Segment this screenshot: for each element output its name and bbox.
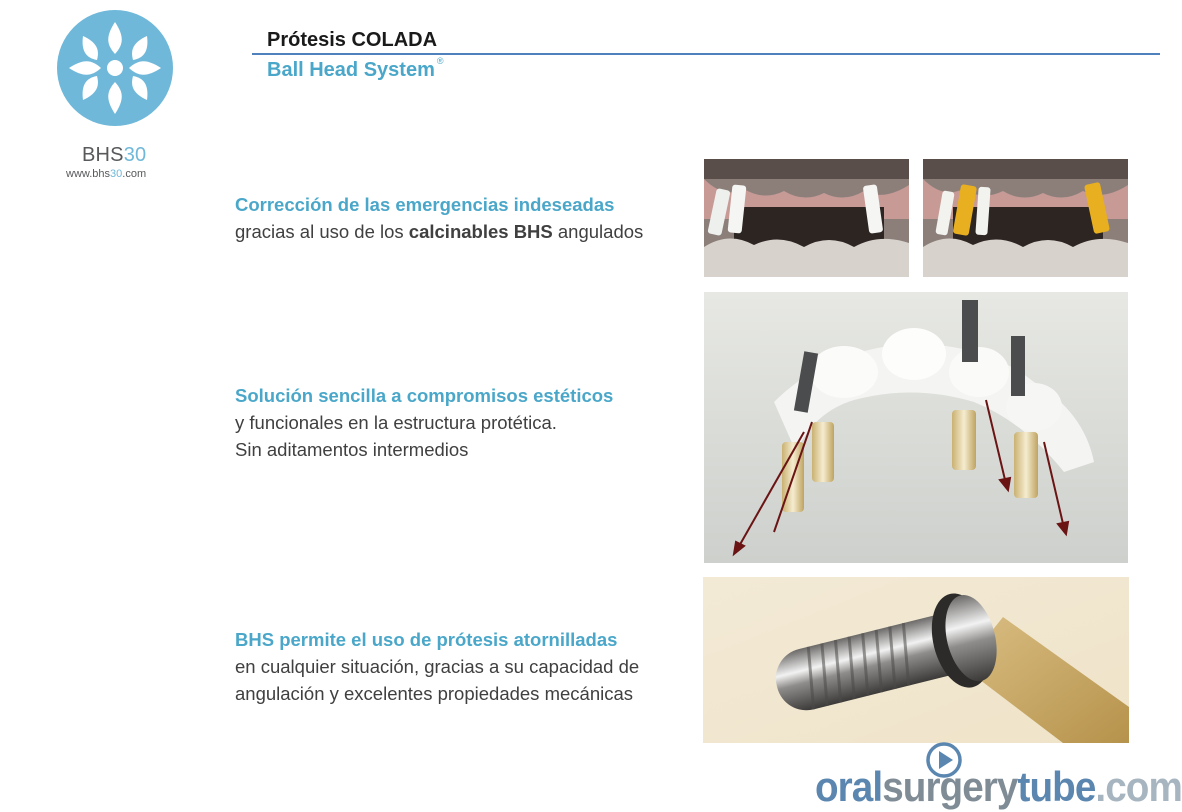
dental-model-photo-white bbox=[704, 159, 909, 277]
block-line: gracias al uso de los calcinables BHS angulados bbox=[235, 221, 644, 242]
logo-name: BHS30 bbox=[82, 144, 147, 166]
bridge-render-angled-channels bbox=[704, 292, 1128, 563]
block-heading: BHS permite el uso de prótesis atornilladas bbox=[235, 629, 618, 650]
block-line: Sin aditamentos intermedios bbox=[235, 439, 469, 460]
oralsurgerytube-watermark: oralsurgerytube.com bbox=[815, 763, 1182, 810]
block-heading: Solución sencilla a compromisos estéticos bbox=[235, 385, 614, 406]
text-block-solution bbox=[235, 382, 613, 463]
title-rule bbox=[252, 53, 1160, 55]
slide-title: Prótesis COLADA bbox=[267, 29, 438, 51]
screw-closeup-photo bbox=[703, 577, 1129, 743]
block-line: en cualquier situación, gracias a su capacidad de bbox=[235, 656, 640, 677]
bhs-star-logo-icon bbox=[52, 4, 178, 142]
block-heading: Corrección de las emergencias indeseadas bbox=[235, 194, 615, 215]
block-line: angulación y excelentes propiedades mecánicas bbox=[235, 683, 634, 704]
text-block-correction bbox=[235, 191, 643, 245]
block-line: y funcionales en la estructura protética. bbox=[235, 412, 557, 433]
text-block-screwed bbox=[235, 626, 639, 707]
slide-subtitle: Ball Head System ® bbox=[267, 56, 444, 81]
dental-model-photo-yellow bbox=[923, 159, 1128, 277]
logo-url: www.bhs30.com bbox=[66, 168, 147, 180]
bhs30-logo bbox=[52, 4, 178, 188]
